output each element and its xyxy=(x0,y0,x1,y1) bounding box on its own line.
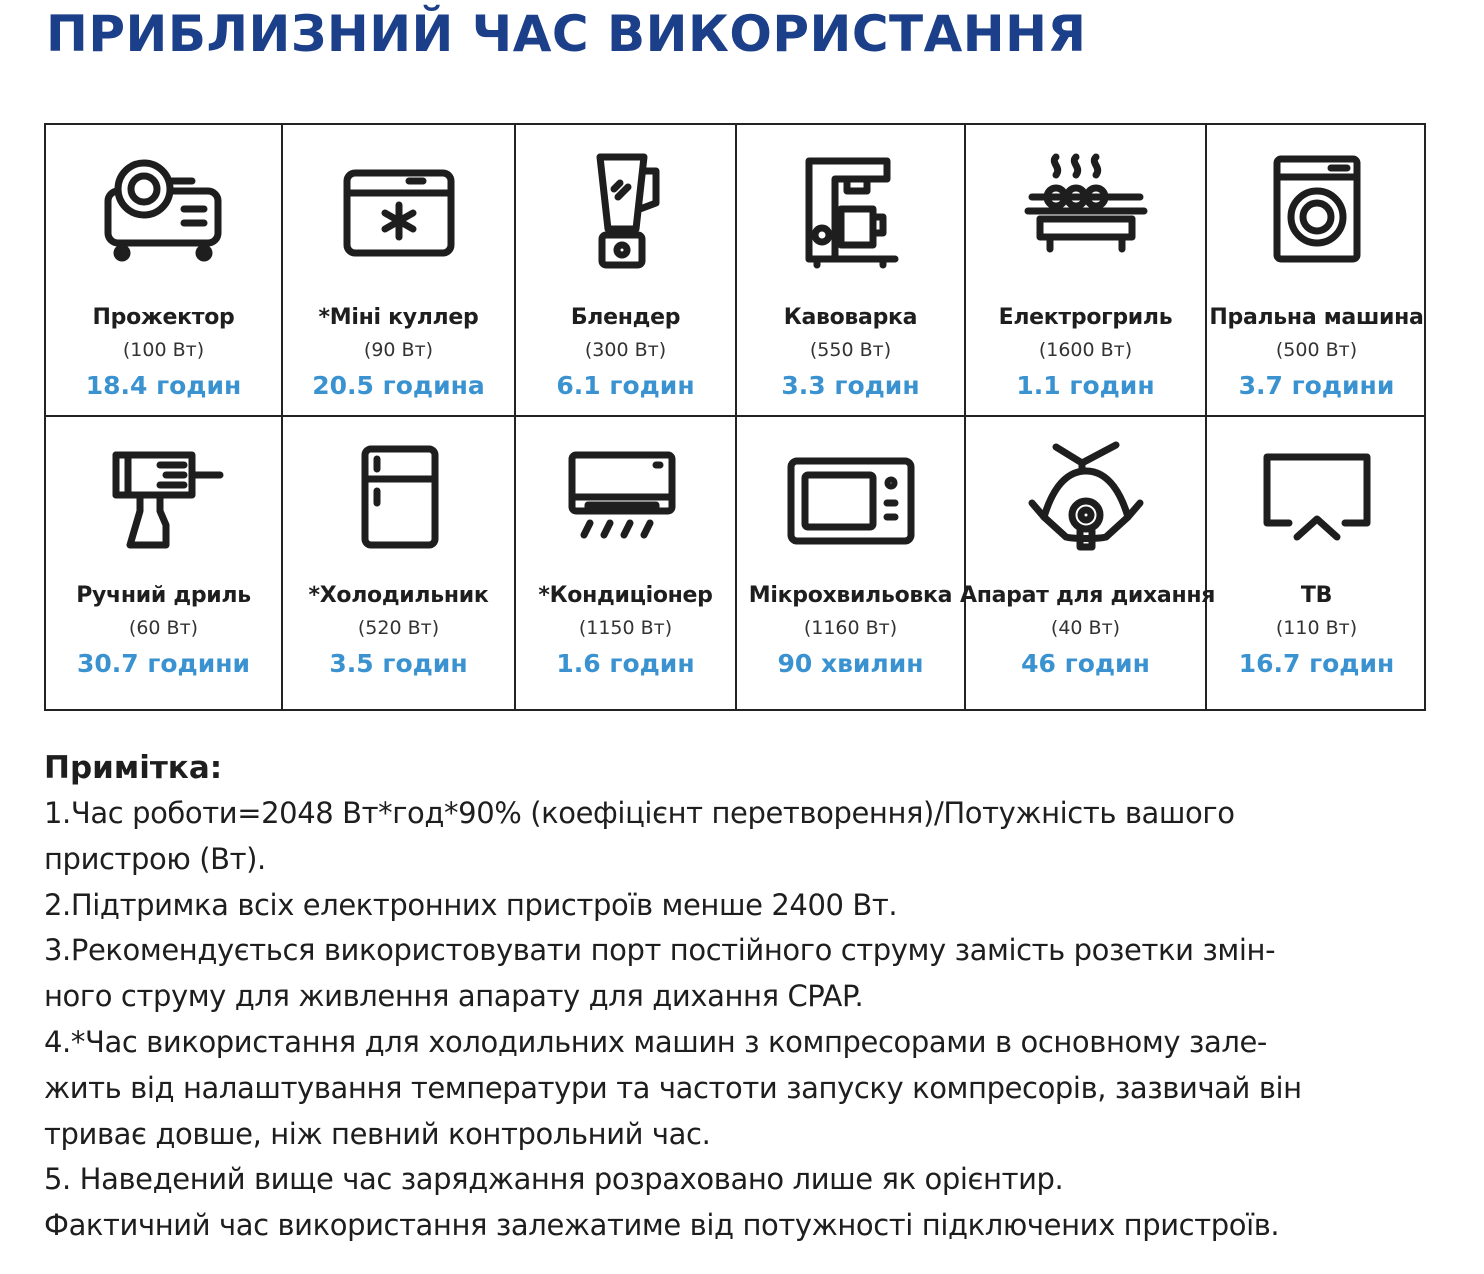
blender-icon xyxy=(562,149,690,277)
device-hours: 3.5 годин xyxy=(329,649,468,678)
device-name: *Холодильник xyxy=(308,583,489,608)
device-cell-fridge xyxy=(283,417,516,709)
device-name: Апарат для дихання xyxy=(960,583,1216,608)
device-hours: 1.6 годин xyxy=(556,649,695,678)
device-watts: (90 Вт) xyxy=(363,339,434,361)
note-line: жить від налаштування температури та частоти запуску компресорів, зазвичай він xyxy=(44,1070,1302,1105)
usage-table xyxy=(44,123,1426,711)
device-name: Мікрохвильовка xyxy=(748,583,953,608)
device-watts: (1160 Вт) xyxy=(803,617,898,639)
note-line: триває довше, ніж певний контрольний час. xyxy=(44,1116,711,1151)
device-watts: (40 Вт) xyxy=(1050,617,1121,639)
note-line: пристрою (Вт). xyxy=(44,841,266,876)
device-watts: (500 Вт) xyxy=(1275,339,1358,361)
drill-icon xyxy=(100,441,228,569)
device-hours: 20.5 година xyxy=(312,371,485,400)
coffee-maker-icon xyxy=(787,149,915,277)
note-line: 4.*Час використання для холодильних машин з компресорами в основному зале- xyxy=(44,1024,1267,1059)
device-name: Ручний дриль xyxy=(76,583,251,608)
page-title: ПРИБЛИЗНИЙ ЧАС ВИКОРИСТАННЯ xyxy=(46,5,1087,63)
device-cell-mini-cooler xyxy=(283,125,516,417)
device-hours: 1.1 годин xyxy=(1016,371,1155,400)
device-cell-tv xyxy=(1207,417,1426,709)
electric-grill-icon xyxy=(1022,149,1150,277)
note-line: 3.Рекомендується використовувати порт постійного струму замість розетки змін- xyxy=(44,933,1276,968)
device-name: ТВ xyxy=(1300,583,1333,608)
device-cell-washing-machine xyxy=(1207,125,1426,417)
device-hours: 18.4 годин xyxy=(85,371,242,400)
air-conditioner-icon xyxy=(562,441,690,569)
device-name: Пральна машина xyxy=(1209,305,1424,330)
device-watts: (60 Вт) xyxy=(128,617,199,639)
device-watts: (550 Вт) xyxy=(809,339,892,361)
microwave-icon xyxy=(787,441,915,569)
notes-title: Примітка: xyxy=(44,750,223,786)
device-watts: (300 Вт) xyxy=(584,339,667,361)
device-cell-breathing-apparatus xyxy=(960,417,1216,709)
note-line: ного струму для живлення апарату для дихання CPAP. xyxy=(44,979,864,1014)
device-hours: 3.3 годин xyxy=(781,371,920,400)
device-cell-coffee-maker xyxy=(737,125,966,417)
device-name: Блендер xyxy=(570,305,681,330)
device-name: *Кондиціонер xyxy=(538,583,713,608)
device-name: Кавоварка xyxy=(783,305,918,330)
device-name: *Міні куллер xyxy=(318,305,479,330)
note-line: 5. Наведений вище час заряджання розраховано лише як орієнтир. xyxy=(44,1162,1064,1197)
device-hours: 90 хвилин xyxy=(777,649,924,678)
device-name: Прожектор xyxy=(92,305,235,330)
device-name: Електрогриль xyxy=(998,305,1173,330)
mini-cooler-icon xyxy=(335,149,463,277)
device-cell-projector xyxy=(46,125,283,417)
device-watts: (100 Вт) xyxy=(122,339,205,361)
device-watts: (1150 Вт) xyxy=(578,617,673,639)
device-hours: 30.7 години xyxy=(76,649,251,678)
device-cell-microwave xyxy=(737,417,966,709)
device-watts: (110 Вт) xyxy=(1275,617,1358,639)
note-line: 2.Підтримка всіх електронних пристроїв менше 2400 Вт. xyxy=(44,887,898,922)
device-watts: (1600 Вт) xyxy=(1038,339,1133,361)
washing-machine-icon xyxy=(1253,149,1381,277)
device-watts: (520 Вт) xyxy=(357,617,440,639)
projector-icon xyxy=(100,149,228,277)
device-hours: 3.7 години xyxy=(1238,371,1395,400)
device-cell-blender xyxy=(516,125,737,417)
fridge-icon xyxy=(335,441,463,569)
device-cell-electric-grill xyxy=(966,125,1207,417)
device-cell-drill xyxy=(46,417,283,709)
tv-icon xyxy=(1253,441,1381,569)
device-hours: 16.7 годин xyxy=(1238,649,1395,678)
device-hours: 46 годин xyxy=(1021,649,1150,678)
device-cell-air-conditioner xyxy=(516,417,737,709)
note-line: 1.Час роботи=2048 Вт*год*90% (коефіцієнт перетворення)/Потужність вашого xyxy=(44,796,1235,830)
breathing-mask-icon xyxy=(1022,441,1150,569)
device-hours: 6.1 годин xyxy=(556,371,695,400)
note-line: Фактичний час використання залежатиме від потужності підключених пристроїв. xyxy=(44,1208,1280,1243)
notes-section xyxy=(44,745,1444,1249)
